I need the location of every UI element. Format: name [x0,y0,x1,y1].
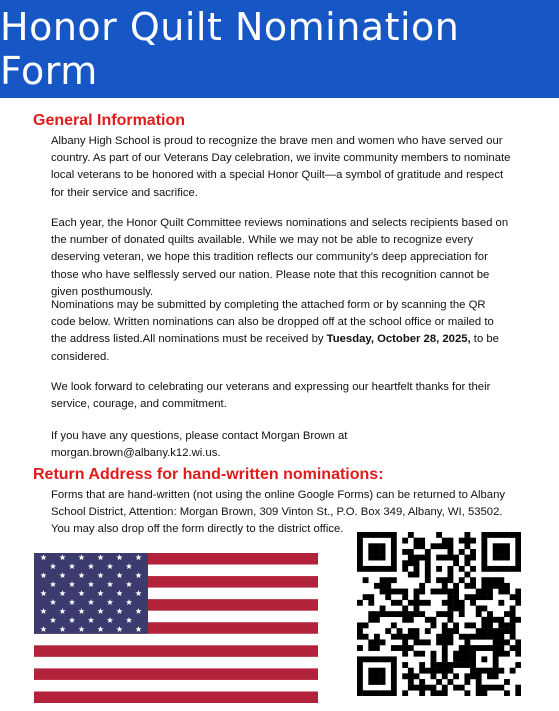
deadline-date: Tuesday, October 28, 2025, [326,333,471,346]
qr-code-image [357,532,521,696]
us-flag-image [34,553,318,703]
return-address-heading: Return Address for hand-written nominations: [33,466,384,483]
committee-paragraph: Each year, the Honor Quilt Committee reviews nominations and selects recipients based on the number of donated quilts available. While we may not be able to recognize every deserving veteran, we hope this tradition reflects our community’s deep appreciation for those who have selflessly served our nation. Please note that this recognition cannot be given posthumously. [51,217,509,298]
contact-paragraph: If you have any questions, please contact Morgan Brown at morgan.brown@albany.k12.wi.us. [51,430,348,460]
submission-paragraph: Nominations may be submitted by completing the attached form or by scanning the QR code below. Written nominations can also be dropped off at the school office or mailed to the address listed.All nominations must be received by Tuesday, October 28, 2025, to be considered. [51,299,499,363]
general-information-heading: General Information [33,112,186,129]
thanks-paragraph: We look forward to celebrating our veterans and expressing our heartfelt thanks for their service, courage, and commitment. [51,381,491,411]
intro-paragraph: Albany High School is proud to recognize the brave men and women who have served our country. As part of our Veterans Day celebration, we invite community members to nominate local veterans to be honored with a special Honor Quilt—a symbol of gratitude and respect for their service and sacrifice. [51,135,511,199]
return-address-paragraph: Forms that are hand-written (not using the online Google Forms) can be returned to Albany School District, Attention: Morgan Brown, 309 Vinton St., P.O. Box 349, Albany, WI, 53502. You may also drop off the form directly to the district office. [51,489,505,536]
page-title: Honor Quilt Nomination Form [0,5,460,93]
header-banner [0,0,559,98]
